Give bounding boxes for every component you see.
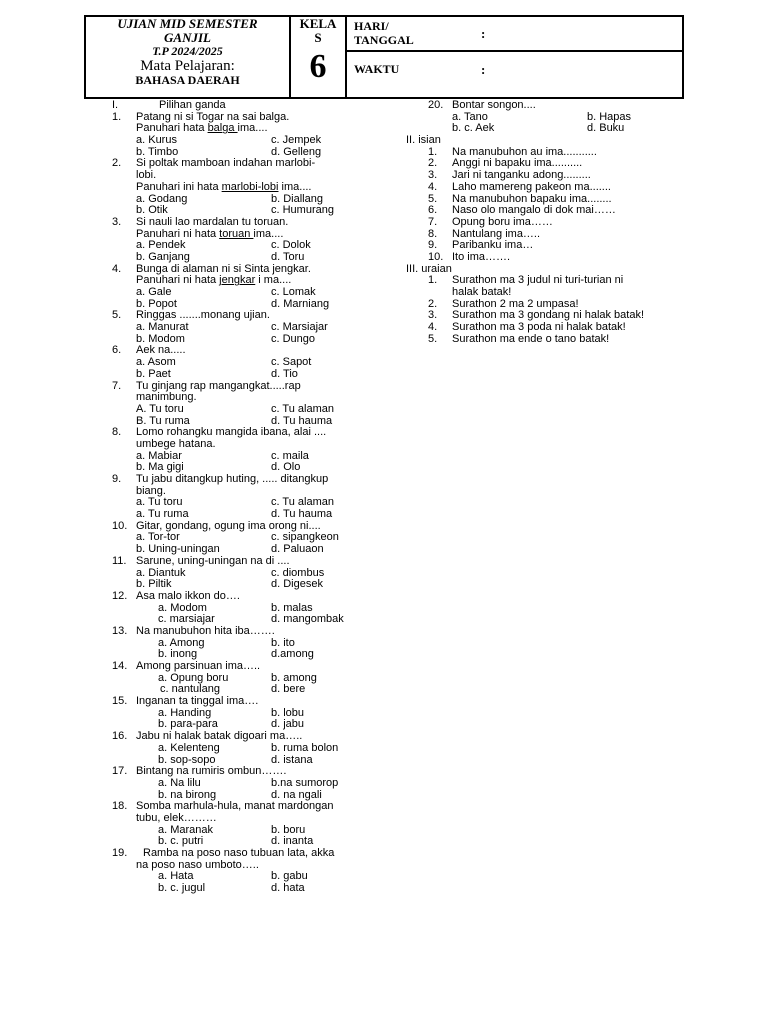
- item-number: 1.: [428, 274, 438, 287]
- option-d: d. Toru: [271, 250, 305, 263]
- option-c: c. Dolok: [271, 239, 311, 252]
- option-b: b. inong: [158, 648, 198, 661]
- question-text: tubu, elek………: [136, 811, 217, 824]
- question-text: manimbung.: [136, 391, 197, 404]
- item-number: 7.: [428, 215, 438, 228]
- question-text: Si nauli lao mardalan tu toruan.: [136, 215, 289, 228]
- option-a: a. Among: [158, 636, 205, 649]
- class-value: 6: [309, 48, 327, 85]
- option-a: a. Diantuk: [136, 566, 186, 579]
- option-d: d. Marniang: [271, 297, 330, 310]
- item-text: Surathon ma 3 judul ni turi-turian ni: [452, 274, 624, 287]
- list-item: [406, 217, 706, 229]
- question-number: 20.: [428, 99, 444, 111]
- question-row: [112, 439, 402, 451]
- option-c: b. lobu: [271, 706, 305, 719]
- option-a: a. Kelenteng: [158, 741, 220, 754]
- item-number: 10.: [428, 250, 444, 263]
- option-a: A. Tu toru: [136, 402, 184, 415]
- question-row: [112, 556, 402, 568]
- option-a: a. Opung boru: [158, 671, 229, 684]
- subject-label: Mata Pelajaran:: [140, 58, 235, 74]
- question-number: 15.: [112, 695, 128, 708]
- item-text: Surathon ma ende o tano batak!: [452, 332, 610, 345]
- list-item: [406, 240, 706, 252]
- question-number: 11.: [112, 554, 127, 567]
- question-text: Somba marhula-hula, manat mardongan: [136, 800, 334, 813]
- question-row: [112, 766, 402, 778]
- question-number: 9.: [112, 473, 122, 485]
- option-c: c. Jempek: [271, 134, 322, 147]
- question-text-part: Panuhari ni hata: [136, 227, 220, 240]
- list-item: [406, 275, 706, 287]
- question-text: Lomo rohangku mangida ibana, alai ....: [136, 426, 327, 439]
- question-text: Na manubuhon hita iba…….: [136, 624, 275, 637]
- question-text: Asa malo ikkon do….: [136, 589, 240, 602]
- question-text: Aek na.....: [136, 344, 186, 357]
- item-number: 5.: [428, 192, 438, 205]
- question-text-part: ima....: [278, 180, 312, 193]
- underlined-word: marlobi-lobi: [221, 180, 279, 193]
- option-d: d. Buku: [587, 122, 625, 135]
- question-number: 13.: [112, 624, 128, 637]
- question-number: 14.: [112, 660, 128, 672]
- option-a: a. Maranak: [158, 823, 214, 836]
- option-c: c. Sapot: [271, 356, 312, 369]
- question-text: Bunga di alaman ni si Sinta jengkar.: [136, 262, 311, 275]
- option-c: b. ito: [271, 636, 295, 649]
- question-number: 18.: [112, 800, 128, 813]
- option-a: a. Modom: [158, 601, 207, 614]
- question-text: Inganan ta tinggal ima….: [136, 695, 259, 708]
- option-a: a. Tu toru: [136, 496, 183, 509]
- option-a: a. Gale: [136, 286, 172, 298]
- question-text-part: ima....: [237, 122, 268, 135]
- option-c: b. Hapas: [587, 110, 632, 123]
- item-text: Na manubuhon bapaku ima........: [452, 192, 612, 205]
- option-d: d.among: [271, 648, 314, 661]
- question-row: [112, 626, 402, 638]
- right-column: [406, 100, 706, 345]
- option-a: a. Na lilu: [158, 776, 201, 789]
- item-number: 4.: [428, 180, 438, 193]
- option-row: [112, 638, 402, 650]
- option-row: [112, 603, 402, 615]
- underlined-word: jengkar: [219, 274, 256, 287]
- list-item: [406, 252, 706, 264]
- question-number: 5.: [112, 309, 122, 322]
- section-title: III. uraian: [406, 262, 452, 275]
- option-b: b. Modom: [136, 332, 185, 345]
- question-text: Sarune, uning-uningan na di ....: [136, 554, 290, 567]
- option-c: c. Tu alaman: [271, 496, 334, 509]
- option-b: b. para-para: [158, 718, 218, 731]
- question-number: 6.: [112, 344, 122, 357]
- option-c: c. Tu alaman: [271, 402, 334, 415]
- question-number: 12.: [112, 589, 128, 602]
- question-text: Ringgas .......monang ujian.: [136, 309, 270, 322]
- item-number: 2.: [428, 157, 438, 170]
- option-a: a. Kurus: [136, 134, 177, 147]
- option-a: a. Mabiar: [136, 449, 182, 462]
- question-text: Among parsinuan ima…..: [136, 660, 261, 672]
- item-text: Ito ima…….: [452, 250, 511, 263]
- option-b: a. Tu ruma: [136, 508, 189, 521]
- question-text: [136, 182, 312, 194]
- question-text: Tu ginjang rap mangangkat.....rap: [136, 379, 301, 392]
- option-row: [112, 883, 402, 895]
- exam-year: T.P 2024/2025: [152, 44, 223, 58]
- option-d: d. Tu hauma: [271, 414, 333, 427]
- item-number: 8.: [428, 227, 438, 240]
- header-divider: [345, 50, 682, 52]
- question-text-part: Panuhari ini hata: [136, 180, 222, 193]
- question-text: umbege hatana.: [136, 437, 216, 450]
- question-text-part: Panuhari ni hata: [136, 274, 220, 287]
- question-row: [406, 100, 706, 112]
- item-number: 3.: [428, 309, 438, 322]
- section-title: II. isian: [406, 134, 441, 147]
- option-b: c. marsiajar: [158, 613, 215, 626]
- option-c: b. among: [271, 671, 317, 684]
- option-d: d. istana: [271, 753, 313, 766]
- question-text: biang.: [136, 484, 166, 497]
- option-b: b. Paet: [136, 367, 171, 380]
- question-text: Patang ni si Togar na sai balga.: [136, 110, 290, 123]
- question-row: [112, 813, 402, 825]
- option-a: a. Pendek: [136, 239, 186, 252]
- option-b: b. Uning-uningan: [136, 543, 220, 556]
- item-number: 6.: [428, 204, 438, 217]
- option-c: b. ruma bolon: [271, 741, 339, 754]
- option-b: b. Timbo: [136, 145, 179, 158]
- item-text: Naso olo mangalo di dok mai……: [452, 204, 616, 217]
- question-number: 4.: [112, 262, 122, 275]
- option-a: a. Tano: [452, 110, 488, 123]
- item-text: Surathon ma 3 poda ni halak batak!: [452, 321, 626, 334]
- option-row: [112, 322, 402, 334]
- underlined-word: balga: [207, 122, 238, 135]
- question-text: lobi.: [136, 169, 157, 182]
- option-d: d. Paluaon: [271, 543, 324, 556]
- option-b: b. Ganjang: [136, 250, 190, 263]
- item-text: Surathon ma 3 gondang ni halak batak!: [452, 309, 645, 322]
- option-d: d. na ngali: [271, 788, 322, 801]
- question-row: [112, 731, 402, 743]
- option-a: a. Handing: [158, 706, 212, 719]
- question-row: [112, 474, 402, 486]
- option-row: [112, 673, 402, 685]
- option-c: c. Lomak: [271, 286, 316, 298]
- option-c: c. Marsiajar: [271, 321, 328, 334]
- question-text: Bintang na rumiris ombun…….: [136, 765, 287, 778]
- option-d: d. Olo: [271, 461, 301, 474]
- option-d: d. hata: [271, 882, 305, 895]
- option-d: d. Tu hauma: [271, 508, 333, 521]
- option-d: c. Dungo: [271, 332, 316, 345]
- option-a: a. Asom: [136, 356, 176, 369]
- item-text: Na manubuhon au ima...........: [452, 145, 597, 158]
- option-b: b. c. jugul: [158, 882, 206, 895]
- question-row: [112, 591, 402, 603]
- item-number: 5.: [428, 332, 438, 345]
- option-c: c. diombus: [271, 566, 325, 579]
- option-row: [112, 778, 402, 790]
- header-divider: [345, 17, 347, 97]
- question-number: 16.: [112, 730, 128, 743]
- class-label-line2: S: [314, 30, 322, 45]
- option-a: a. Tor-tor: [136, 531, 180, 544]
- option-c: b. Diallang: [271, 192, 323, 205]
- subject-value: BAHASA DAERAH: [135, 73, 240, 87]
- underlined-word: toruan: [219, 227, 254, 240]
- question-text: Ramba na poso naso tubuan lata, akka: [143, 847, 335, 859]
- option-a: a. Godang: [136, 192, 188, 205]
- day-label-line2: TANGGAL: [354, 33, 414, 47]
- option-b: b. Ma gigi: [136, 461, 184, 474]
- item-number: 1.: [428, 145, 438, 158]
- option-d: d. jabu: [271, 718, 305, 731]
- option-d: d. bere: [271, 683, 306, 696]
- question-number: 17.: [112, 765, 128, 778]
- item-text: Laho mamereng pakeon ma.......: [452, 180, 611, 193]
- option-b: c. nantulang: [160, 683, 220, 696]
- option-c: c. sipangkeon: [271, 531, 339, 544]
- question-text-part: i ma....: [255, 274, 292, 287]
- option-row: [112, 404, 402, 416]
- option-row: [406, 123, 706, 135]
- question-number: 10.: [112, 519, 128, 532]
- question-number: 3.: [112, 215, 122, 228]
- option-b: b. c. putri: [158, 835, 204, 848]
- list-item: [406, 182, 706, 194]
- item-number: 3.: [428, 169, 438, 182]
- question-number: 8.: [112, 426, 122, 439]
- list-item: [406, 287, 706, 299]
- section-title-row: [112, 100, 402, 112]
- option-a: a. Hata: [158, 870, 194, 883]
- day-colon: :: [481, 26, 486, 41]
- multiple-choice-section: [112, 100, 402, 895]
- question-text: na poso naso umboto…..: [136, 858, 259, 871]
- option-c: b.na sumorop: [271, 776, 339, 789]
- option-row: [112, 708, 402, 720]
- time-label: WAKTU: [354, 62, 400, 76]
- question-row: [112, 182, 402, 194]
- option-d: d. mangombak: [271, 613, 344, 626]
- option-b: b. na birong: [158, 788, 217, 801]
- question-text-part: ima....: [253, 227, 284, 240]
- option-b: b. c. Aek: [452, 122, 495, 135]
- option-row: [406, 112, 706, 124]
- option-b: b. Piltik: [136, 578, 172, 591]
- option-d: c. Humurang: [271, 204, 334, 217]
- question-text: Gitar, gondang, ogung ima orong ni....: [136, 519, 321, 532]
- list-item: [406, 229, 706, 241]
- option-b: B. Tu ruma: [136, 414, 190, 427]
- option-row: [112, 252, 402, 264]
- option-b: b. sop-sopo: [158, 753, 216, 766]
- option-c: b. malas: [271, 601, 313, 614]
- section-number: I.: [112, 99, 119, 111]
- option-row: [112, 287, 402, 299]
- question-number: 1.: [112, 110, 122, 123]
- exam-title-line1: UJIAN MID SEMESTER: [117, 16, 258, 31]
- question-number: 2.: [112, 157, 122, 170]
- option-c: b. boru: [271, 823, 306, 836]
- item-text: halak batak!: [452, 286, 512, 298]
- question-row: [112, 848, 402, 860]
- question-row: [112, 661, 402, 673]
- item-number: 4.: [428, 321, 438, 334]
- section-title-row: [406, 135, 706, 147]
- item-text: Surathon 2 ma 2 umpasa!: [452, 297, 579, 310]
- exam-header-table: [84, 15, 684, 99]
- question-row: [112, 860, 402, 872]
- item-number: 9.: [428, 239, 438, 252]
- option-d: d. inanta: [271, 835, 314, 848]
- item-number: 2.: [428, 297, 438, 310]
- item-text: Opung boru ima……: [452, 215, 553, 228]
- question-text: Bontar songon....: [452, 99, 536, 111]
- list-item: [406, 322, 706, 334]
- option-c: b. gabu: [271, 870, 308, 883]
- option-row: [112, 369, 402, 381]
- question-text-part: Panuhari hata: [136, 122, 208, 135]
- item-text: Jari ni tanganku adong.........: [452, 169, 591, 182]
- list-item: [406, 205, 706, 217]
- option-row: [112, 825, 402, 837]
- option-d: d. Digesek: [271, 578, 323, 591]
- option-row: [112, 135, 402, 147]
- item-text: Anggi ni bapaku ima..........: [452, 157, 583, 170]
- item-text: Paribanku ima…: [452, 239, 534, 252]
- list-item: [406, 334, 706, 346]
- question-number: 7.: [112, 379, 122, 392]
- option-d: d. Gelleng: [271, 145, 322, 158]
- option-b: b. Otik: [136, 204, 168, 217]
- question-number: 19.: [112, 847, 128, 859]
- option-row: [112, 509, 402, 521]
- option-row: [112, 871, 402, 883]
- option-c: c. maila: [271, 449, 309, 462]
- option-b: b. Popot: [136, 297, 177, 310]
- question-text: Tu jabu ditangkup huting, ..... ditangkup: [136, 473, 329, 485]
- question-text: Jabu ni halak batak digoari ma…..: [136, 730, 303, 743]
- option-a: a. Manurat: [136, 321, 189, 334]
- item-text: Nantulang ima…..: [452, 227, 541, 240]
- option-d: d. Tio: [271, 367, 298, 380]
- section-title: Pilihan ganda: [159, 99, 226, 111]
- exam-title-line2: GANJIL: [164, 30, 211, 45]
- time-colon: :: [481, 62, 486, 77]
- class-label-line1: KELA: [299, 16, 337, 31]
- option-row: [112, 743, 402, 755]
- day-label-line1: HARI/: [354, 19, 389, 33]
- question-text: Si poltak mamboan indahan marlobi-: [136, 157, 316, 170]
- question-row: [112, 696, 402, 708]
